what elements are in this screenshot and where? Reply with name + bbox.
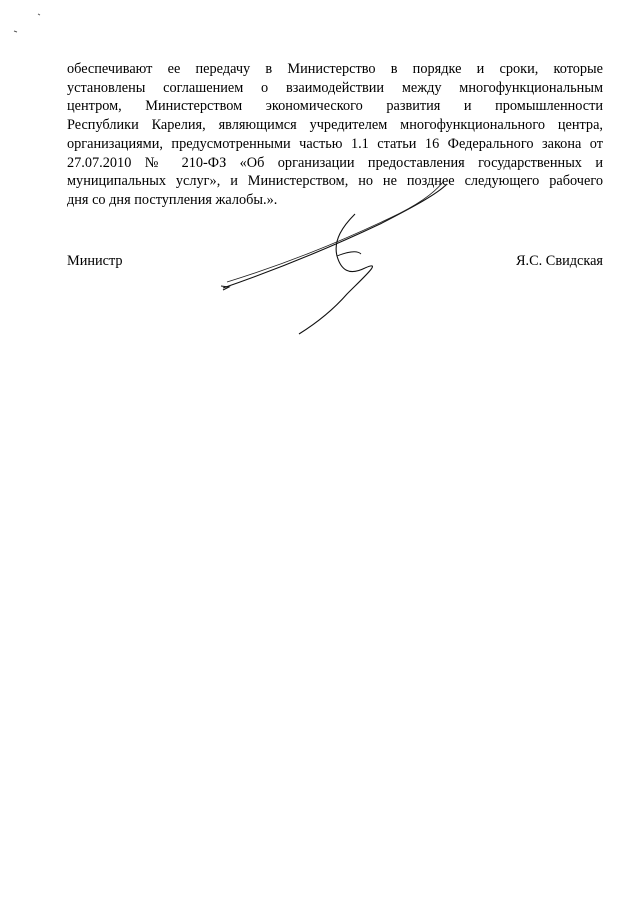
scan-mark-icon — [8, 10, 42, 36]
paragraph-line: муниципальных услуг», и Министерством, но не позднее следующего рабочего — [67, 173, 603, 190]
paragraph-line: 27.07.2010 № 210-ФЗ «Об организации предоставления государственных и — [67, 154, 603, 171]
paragraph-line: Республики Карелия, являющимся учредителем многофункционального центра, — [67, 117, 603, 134]
handwritten-signature — [215, 178, 455, 338]
paragraph-line: организациями, предусмотренными частью 1.1 статьи 16 Федерального закона от — [67, 135, 603, 152]
paragraph-line: установлены соглашением о взаимодействии между многофункциональным — [67, 79, 603, 96]
signatory-title: Министр — [67, 253, 123, 269]
signatory-name: Я.С. Свидская — [515, 253, 603, 269]
paragraph-line: дня со дня поступления жалобы.». — [67, 191, 278, 208]
paragraph-line: обеспечивают ее передачу в Министерство в порядке и сроки, которые — [67, 61, 603, 77]
paragraph-line: центром, Министерством экономического развития и промышленности — [67, 98, 603, 115]
